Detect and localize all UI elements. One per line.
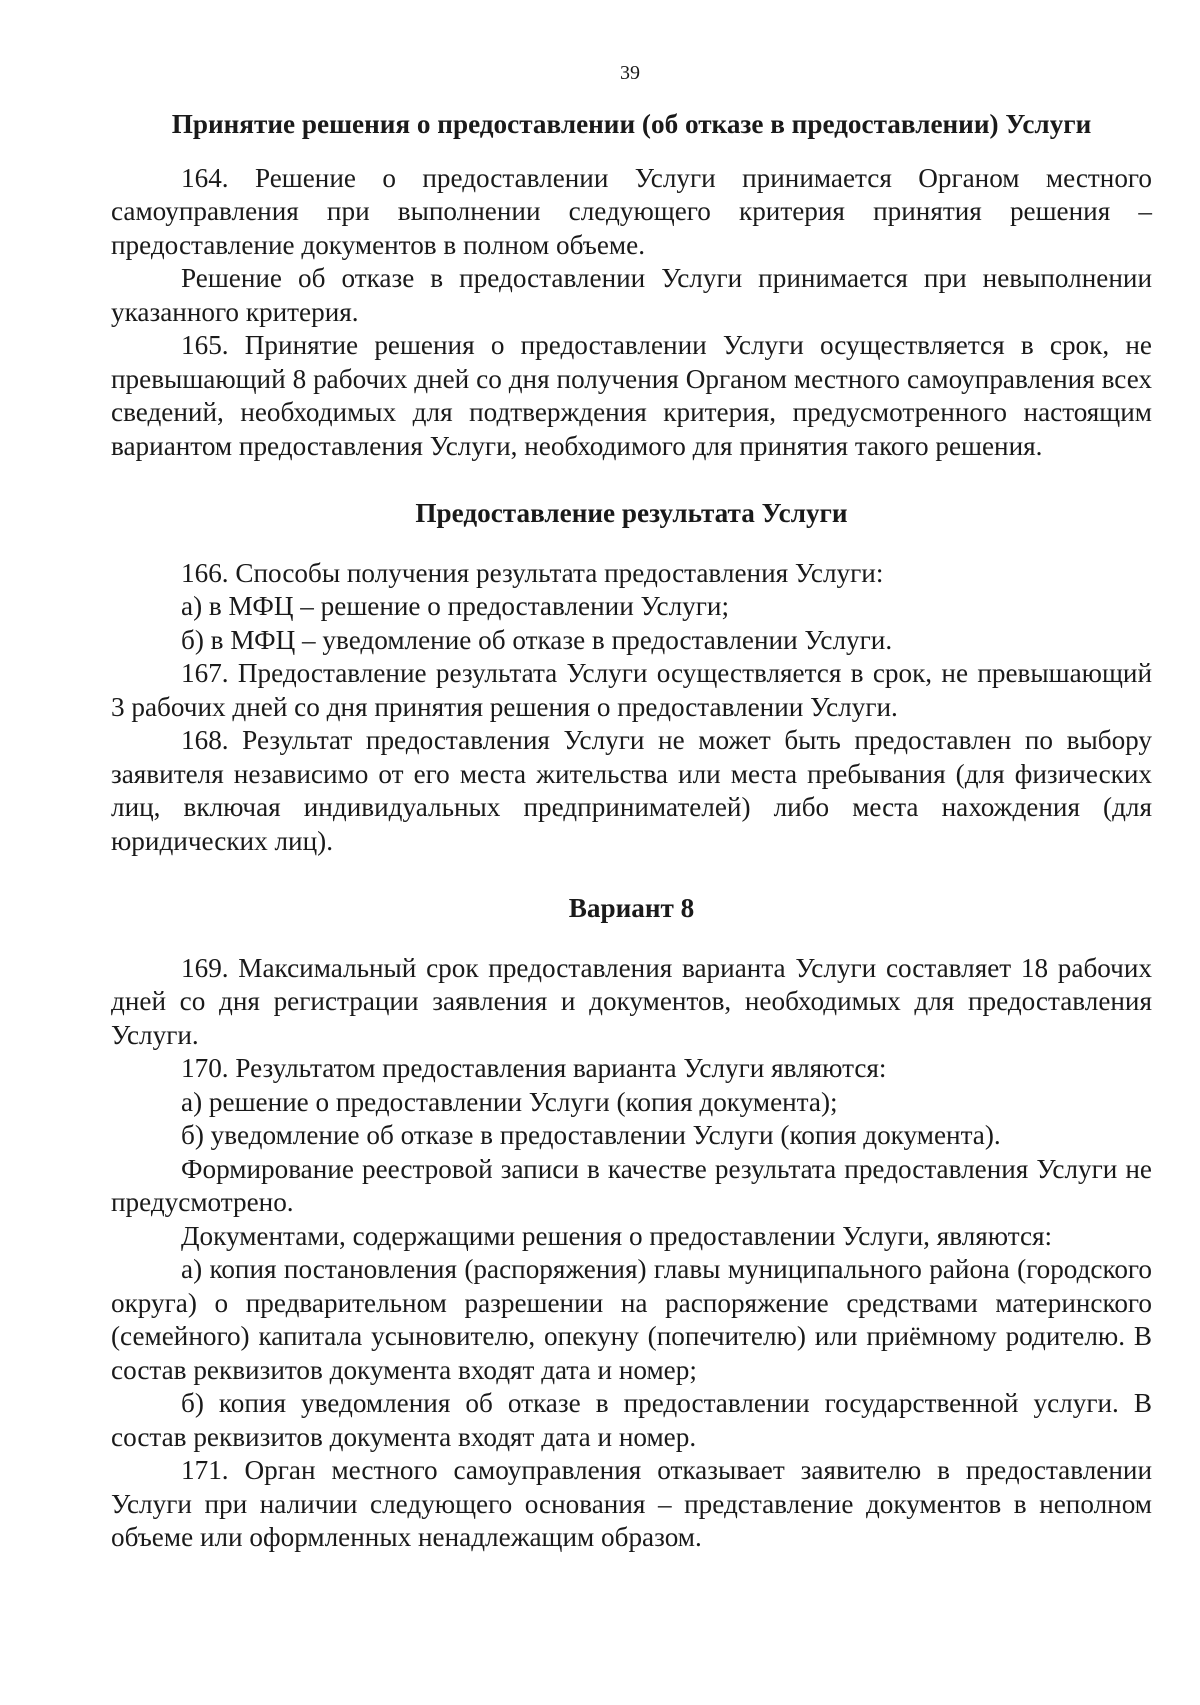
page-content [111,108,1152,1555]
paragraph-169: 169. Максимальный срок предоставления варианта Услуги составляет 18 рабочих дней со дня регистрации заявления и документов, необходимых для предоставления Услуги. [111,952,1152,1050]
paragraph-170-doc-a: а) копия постановления (распоряжения) главы муниципального района (городского округа) о предварительном разрешении на распоряжение средствами материнского (семейного) капитала усыновителю, опекуну (попечителю) или приёмному родителю. В состав реквизитов документа входят дата и номер; [111,1254,1152,1385]
paragraph-170-b: б) уведомление об отказе в предоставлении Услуги (копия документа). [181,1120,1001,1150]
paragraph-171: 171. Орган местного самоуправления отказывает заявителю в предоставлении Услуги при наличии следующего основания – представление документов в неполном объеме или оформленных ненадлежащим образом. [111,1455,1152,1552]
paragraph-170-a: а) решение о предоставлении Услуги (копия документа); [181,1086,838,1117]
paragraph-164: 164. Решение о предоставлении Услуги принимается Органом местного самоуправления при выполнении следующего критерия принятия решения – предоставление документов в полном объеме. [111,162,1152,260]
paragraph-170-registry: Формирование реестровой записи в качестве результата предоставления Услуги не предусмотрено. [111,1153,1152,1217]
paragraph-164-refusal: Решение об отказе в предоставлении Услуги принимается при невыполнении указанного критерия. [111,263,1152,327]
paragraph-167: 167. Предоставление результата Услуги осуществляется в срок, не превышающий 3 рабочих дней со дня принятия решения о предоставлении Услуги. [111,658,1152,722]
paragraph-165: 165. Принятие решения о предоставлении Услуги осуществляется в срок, не превышающий 8 рабочих дней со дня получения Органом местного самоуправления всех сведений, необходимых для подтверждения критерия, предусмотренного настоящим вариантом предоставления Услуги, необходимого для принятия такого решения. [111,330,1152,461]
section-heading-variant-8: Вариант 8 [568,893,695,923]
section-heading-decision: Принятие решения о предоставлении (об отказе в предоставлении) Услуги [171,109,1092,139]
paragraph-168: 168. Результат предоставления Услуги не может быть предоставлен по выбору заявителя независимо от его места жительства или места пребывания (для физических лиц, включая индивидуальных предпринимателей) либо места нахождения (для юридических лиц). [111,725,1152,856]
paragraph-166-b: б) в МФЦ – уведомление об отказе в предоставлении Услуги. [181,624,893,655]
paragraph-170: 170. Результатом предоставления варианта Услуги являются: [181,1053,887,1083]
paragraph-166: 166. Способы получения результата предоставления Услуги: [181,557,884,588]
paragraph-170-documents: Документами, содержащими решения о предоставлении Услуги, являются: [181,1220,1053,1251]
page-number: 39 [620,62,640,84]
paragraph-170-doc-b: б) копия уведомления об отказе в предоставлении государственной услуги. В состав реквизитов документа входят дата и номер. [111,1388,1152,1452]
section-heading-result: Предоставление результата Услуги [415,498,848,528]
paragraph-166-a: а) в МФЦ – решение о предоставлении Услуги; [181,591,730,621]
